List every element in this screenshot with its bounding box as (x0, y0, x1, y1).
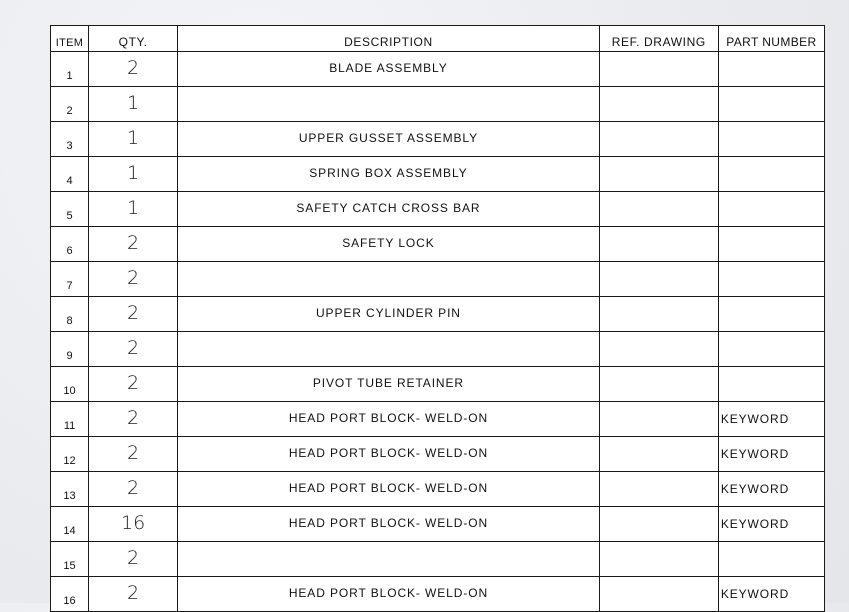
table-row (51, 542, 825, 577)
item-cell: 10 (51, 367, 89, 402)
ref-drawing-cell (599, 52, 718, 87)
item-cell: 3 (51, 122, 89, 157)
table-row (51, 192, 825, 227)
description-cell: SPRING BOX ASSEMBLY (178, 157, 600, 192)
part-number-cell (718, 542, 824, 577)
ref-drawing-cell (599, 542, 718, 577)
part-number-cell (718, 192, 824, 227)
item-cell: 15 (51, 542, 89, 577)
part-number-cell (718, 262, 824, 297)
item-cell: 14 (51, 507, 89, 542)
part-number-cell (718, 157, 824, 192)
description-cell: SAFETY CATCH CROSS BAR (178, 192, 600, 227)
item-cell: 2 (51, 87, 89, 122)
part-number-cell: KEYWORD (718, 507, 824, 542)
bill-of-materials-table (50, 25, 825, 612)
table-row (51, 297, 825, 332)
item-cell: 7 (51, 262, 89, 297)
table-header-row (51, 26, 825, 52)
part-number-cell (718, 52, 824, 87)
qty-cell: 1 (89, 157, 178, 192)
header-qty: QTY. (89, 26, 178, 52)
ref-drawing-cell (599, 227, 718, 262)
ref-drawing-cell (599, 192, 718, 227)
qty-cell: 16 (89, 507, 178, 542)
item-cell: 1 (51, 52, 89, 87)
item-cell: 12 (51, 437, 89, 472)
header-ref-drawing: REF. DRAWING (599, 26, 718, 52)
description-cell (178, 542, 600, 577)
qty-cell: 2 (89, 332, 178, 367)
part-number-cell (718, 227, 824, 262)
item-cell: 8 (51, 297, 89, 332)
description-cell: BLADE ASSEMBLY (178, 52, 600, 87)
qty-cell: 2 (89, 367, 178, 402)
ref-drawing-cell (599, 157, 718, 192)
table-row (51, 437, 825, 472)
part-number-cell (718, 87, 824, 122)
qty-cell: 2 (89, 437, 178, 472)
table-row (51, 367, 825, 402)
table-row (51, 332, 825, 367)
table-row (51, 122, 825, 157)
ref-drawing-cell (599, 262, 718, 297)
part-number-cell (718, 367, 824, 402)
table-row (51, 52, 825, 87)
item-cell: 13 (51, 472, 89, 507)
table-row (51, 402, 825, 437)
table-row (51, 577, 825, 612)
header-description: DESCRIPTION (178, 26, 600, 52)
qty-cell: 2 (89, 542, 178, 577)
table-row (51, 227, 825, 262)
description-cell: UPPER CYLINDER PIN (178, 297, 600, 332)
table-row (51, 507, 825, 542)
description-cell (178, 87, 600, 122)
qty-cell: 1 (89, 122, 178, 157)
description-cell: PIVOT TUBE RETAINER (178, 367, 600, 402)
header-part-number: PART NUMBER (718, 26, 824, 52)
item-cell: 6 (51, 227, 89, 262)
qty-cell: 1 (89, 192, 178, 227)
qty-cell: 2 (89, 227, 178, 262)
qty-cell: 2 (89, 262, 178, 297)
item-cell: 4 (51, 157, 89, 192)
qty-cell: 1 (89, 87, 178, 122)
qty-cell: 2 (89, 402, 178, 437)
ref-drawing-cell (599, 87, 718, 122)
ref-drawing-cell (599, 437, 718, 472)
ref-drawing-cell (599, 297, 718, 332)
item-cell: 11 (51, 402, 89, 437)
part-number-cell (718, 122, 824, 157)
part-number-cell: KEYWORD (718, 402, 824, 437)
item-cell: 9 (51, 332, 89, 367)
description-cell: HEAD PORT BLOCK- WELD-ON (178, 507, 600, 542)
item-cell: 5 (51, 192, 89, 227)
part-number-cell: KEYWORD (718, 577, 824, 612)
description-cell: HEAD PORT BLOCK- WELD-ON (178, 402, 600, 437)
description-cell (178, 332, 600, 367)
qty-cell: 2 (89, 577, 178, 612)
ref-drawing-cell (599, 122, 718, 157)
part-number-cell: KEYWORD (718, 437, 824, 472)
ref-drawing-cell (599, 367, 718, 402)
item-cell: 16 (51, 577, 89, 612)
table-row (51, 262, 825, 297)
qty-cell: 2 (89, 472, 178, 507)
ref-drawing-cell (599, 472, 718, 507)
qty-cell: 2 (89, 52, 178, 87)
ref-drawing-cell (599, 577, 718, 612)
part-number-cell (718, 297, 824, 332)
ref-drawing-cell (599, 402, 718, 437)
description-cell: HEAD PORT BLOCK- WELD-ON (178, 472, 600, 507)
description-cell: UPPER GUSSET ASSEMBLY (178, 122, 600, 157)
description-cell: SAFETY LOCK (178, 227, 600, 262)
part-number-cell: KEYWORD (718, 472, 824, 507)
table-body (51, 52, 825, 612)
ref-drawing-cell (599, 332, 718, 367)
table-row (51, 472, 825, 507)
description-cell: HEAD PORT BLOCK- WELD-ON (178, 437, 600, 472)
table-row (51, 157, 825, 192)
qty-cell: 2 (89, 297, 178, 332)
table-row (51, 87, 825, 122)
ref-drawing-cell (599, 507, 718, 542)
description-cell: HEAD PORT BLOCK- WELD-ON (178, 577, 600, 612)
part-number-cell (718, 332, 824, 367)
description-cell (178, 262, 600, 297)
header-item: ITEM (51, 26, 89, 52)
